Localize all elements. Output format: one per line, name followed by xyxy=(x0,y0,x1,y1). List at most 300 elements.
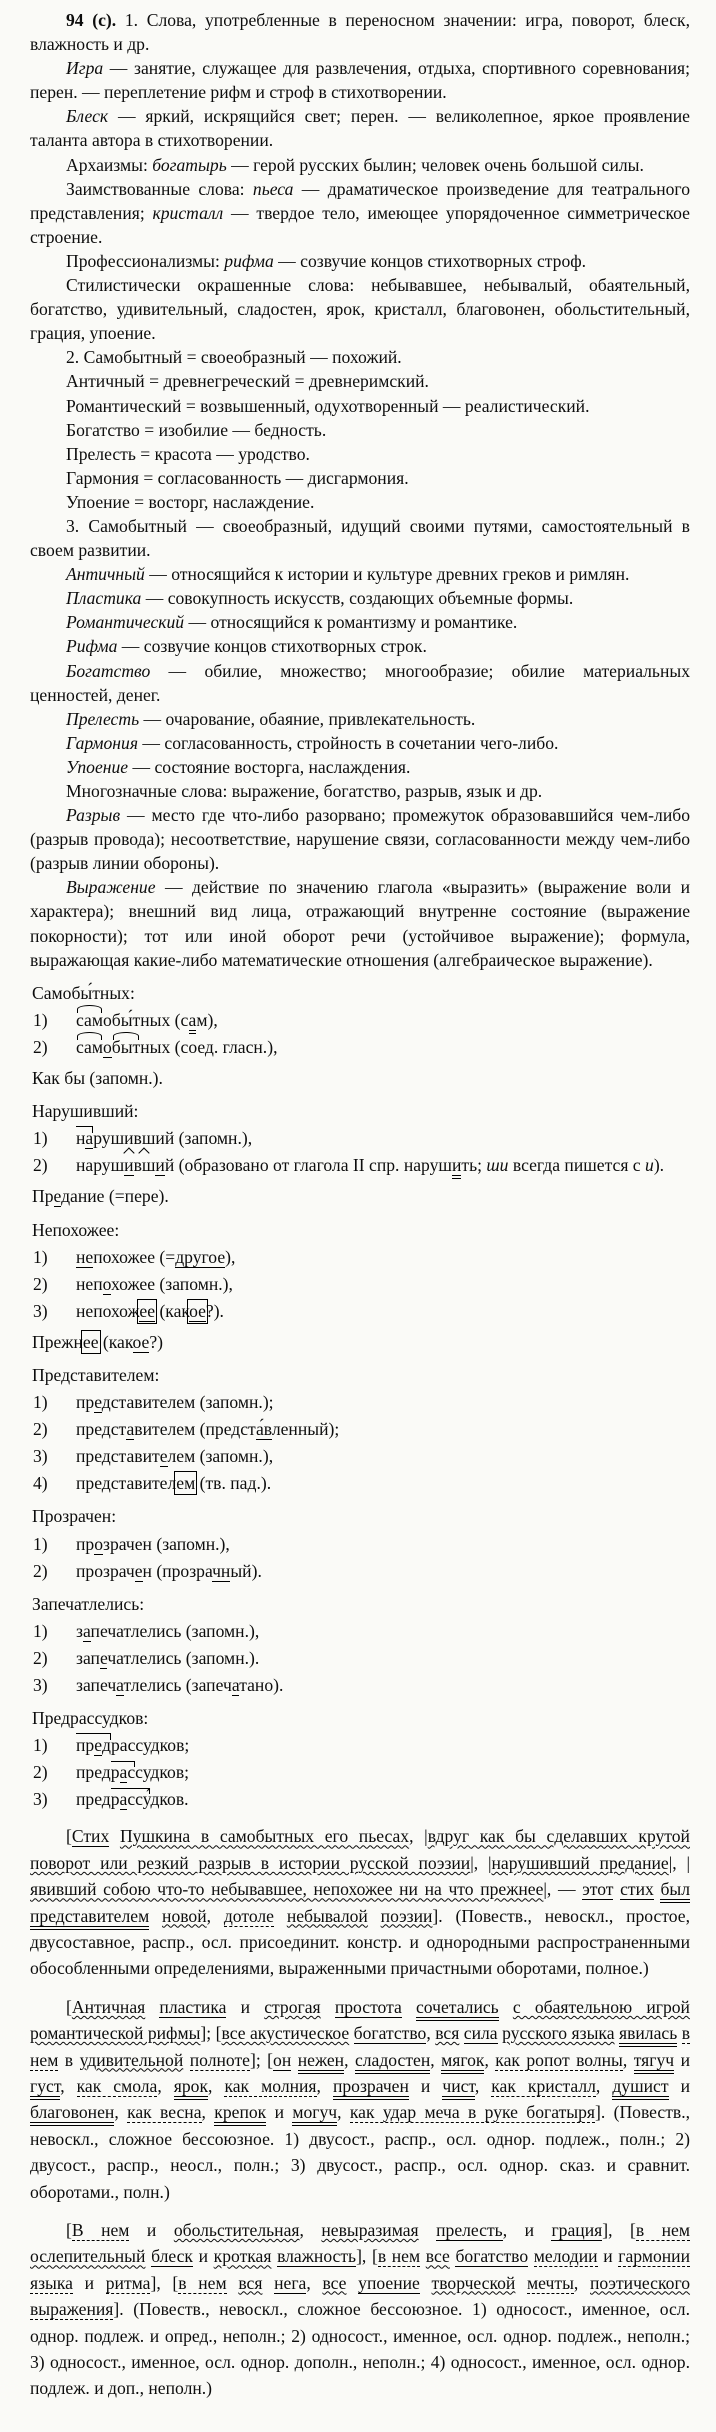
paragraph xyxy=(30,177,690,249)
text-run: — яркий, искрящийся свет; перен. — великолепное, яркое проявление таланта автора в стихотворении. xyxy=(30,106,690,151)
text-run: Архаизмы: xyxy=(66,154,153,175)
text-run xyxy=(145,1997,159,2017)
text-run: — совокупность искусств, создающих объемные формы. xyxy=(141,588,574,609)
text-run: е xyxy=(94,1392,102,1413)
text-run: Романтический xyxy=(66,612,185,633)
text-run xyxy=(419,2220,436,2240)
text-run: Запечатлелись: xyxy=(32,1593,145,1614)
text-run: ], [ xyxy=(150,2272,179,2293)
text-run: , xyxy=(426,2023,436,2044)
text-run: и xyxy=(668,2075,690,2096)
paragraph xyxy=(30,369,690,393)
list-number: 3) xyxy=(33,1300,48,1321)
text-run: невыразимая xyxy=(321,2219,419,2240)
text-run: , | xyxy=(409,1826,428,1847)
text-run xyxy=(528,2246,534,2266)
paragraph xyxy=(30,104,690,152)
text-run: наруш xyxy=(76,1155,125,1176)
text-run: поэтического xyxy=(590,2272,691,2293)
paragraph xyxy=(30,418,690,442)
text-run: языка xyxy=(30,2272,73,2293)
text-run: Представителем: xyxy=(32,1364,160,1385)
list-number: 2) xyxy=(33,1419,48,1440)
text-run: представит xyxy=(76,1446,160,1467)
text-run: все xyxy=(425,2246,450,2267)
text-run: рифма xyxy=(224,250,274,271)
text-run: В нем xyxy=(71,2219,130,2240)
word-analysis-item xyxy=(30,1559,690,1583)
text-run: вся xyxy=(238,2272,263,2293)
text-run: [ xyxy=(66,2219,72,2240)
text-run: ], [ xyxy=(356,2246,378,2267)
text-run: и xyxy=(129,2219,174,2240)
paragraph xyxy=(30,273,690,345)
paragraph xyxy=(30,634,690,658)
text-run: и xyxy=(452,1155,461,1179)
list-number: 2) xyxy=(33,1647,48,1668)
paragraph xyxy=(30,731,690,755)
text-run: а xyxy=(119,1762,128,1783)
text-run: 2. Самобытный = своеобразный — похожий. xyxy=(66,347,402,368)
text-run: как весна xyxy=(127,2102,202,2123)
text-run: простота xyxy=(334,1996,402,2017)
text-run: был представителем xyxy=(30,1879,690,1929)
text-run: в нем xyxy=(178,2272,227,2293)
text-run: Непохожее: xyxy=(32,1219,120,1240)
text-run: Пластика xyxy=(66,588,142,609)
word-analysis-item xyxy=(30,1532,690,1556)
text-run: 3. Самобытный — своеобразный, идущий своими путями, самостоятельный в своем развитии. xyxy=(30,515,690,561)
list-number: 3) xyxy=(33,1789,48,1810)
text-run: , xyxy=(474,2075,492,2096)
text-run: Самобы́тных: xyxy=(32,982,135,1003)
text-run: не xyxy=(76,1246,94,1267)
text-run: Стилистически окрашенные слова: небывавшее, небывалый, обаятельный, богатство, удивительный, сладостен, ярок, кристалл, благовонен, обольстительный, грация, упоение. xyxy=(30,275,690,344)
document-body xyxy=(30,8,690,2402)
text-run: Античный = древнегреческий = древнеримский. xyxy=(66,371,429,392)
paragraph xyxy=(30,394,690,418)
text-run: в нем xyxy=(377,2246,421,2267)
word-analysis-item xyxy=(30,1417,690,1441)
paragraph xyxy=(30,610,690,634)
text-run: и xyxy=(72,2272,106,2293)
text-run: чн xyxy=(212,1560,231,1581)
text-run: как кристалл xyxy=(491,2075,596,2096)
paragraph xyxy=(30,442,690,466)
word-analysis-header xyxy=(32,1363,690,1387)
text-run: крепок xyxy=(214,2102,266,2126)
text-run: Рифма xyxy=(66,636,118,657)
text-run: и xyxy=(597,2246,619,2267)
text-run: явилась xyxy=(619,2023,677,2047)
text-run: — созвучие концов стихотворных строк. xyxy=(117,636,427,657)
text-run: ссу́ xyxy=(127,1789,151,1810)
list-number: 4) xyxy=(33,1473,48,1494)
text-run: ем xyxy=(176,1473,196,1494)
text-run: Богатство xyxy=(66,660,151,681)
text-run: лем (запомн.), xyxy=(167,1446,274,1467)
text-run: дотоле xyxy=(223,1905,274,1926)
text-run: Многозначные слова: выражение, богатство, разрыв, язык и др. xyxy=(66,781,543,801)
text-run: ?). xyxy=(205,1300,224,1321)
text-run: и xyxy=(408,2075,443,2096)
text-run: Нарушивший: xyxy=(32,1101,139,1122)
text-run: ]; [ xyxy=(249,2049,274,2070)
text-run: — обилие, множество; многообразие; обилие материальных ценностей, денег. xyxy=(30,660,690,705)
text-run: похожее (= xyxy=(93,1246,176,1267)
text-run: полноте xyxy=(189,2049,250,2070)
word-analysis-item xyxy=(30,1733,690,1757)
text-run: явивший собою что-то небывавшее, непохожее ни на что прежнее xyxy=(30,1879,544,1900)
text-run: ных (соед. гласн.), xyxy=(140,1036,278,1057)
text-run: Как бы (запомн.). xyxy=(32,1068,163,1089)
text-run: чист xyxy=(442,2076,474,2100)
text-run: ?) xyxy=(149,1331,164,1352)
text-run: а xyxy=(126,1419,135,1440)
text-run: и xyxy=(155,1155,165,1176)
text-run: ]. (Повеств., невоскл., сложное бессоюзное. 1) односост., именное, осл. однор. подлеж. и опред., неполн.; 2) односост., именное, осл. однор. подлеж., неполн.; 3) односост., именное, осл. однор. дополн., неполн.; 4) односост., именное, осл. однор. подлеж. и доп., неполн.) xyxy=(30,2299,690,2399)
list-number: 2) xyxy=(33,1273,48,1294)
text-run: е xyxy=(94,1735,103,1756)
text-run: , xyxy=(206,1905,224,1926)
text-run: тягуч xyxy=(634,2050,674,2074)
text-run: (тв. пад.). xyxy=(195,1473,272,1494)
text-run: м), xyxy=(196,1009,218,1030)
text-run: н (прозра xyxy=(142,1560,213,1581)
text-run: хожее (запомн.), xyxy=(111,1273,233,1294)
text-run: в xyxy=(58,2049,80,2070)
text-run: — созвучие концов стихотворных строф. xyxy=(273,250,587,271)
list-number: 2) xyxy=(33,1560,48,1581)
text-run: , xyxy=(430,2049,442,2070)
list-number: 2) xyxy=(33,1036,48,1057)
text-run: душист xyxy=(612,2076,668,2100)
text-run: как удар меча в руке богатыря xyxy=(349,2102,595,2123)
paragraph xyxy=(30,562,690,586)
text-run: ]. (Повеств., невоскл., сложное бессоюзное. 1) двусост., распр., осл. однор. подлеж., полн.; 2) двусост., распр., неосл., полн.; 3) двусост., распр., осл. однор. сказ. и сравнит. оборотами., полн.) xyxy=(30,2102,691,2202)
paragraph xyxy=(30,586,690,610)
text-run: строгая xyxy=(264,1996,321,2017)
text-run xyxy=(515,2273,527,2293)
text-run: Игра xyxy=(66,58,104,79)
text-run: ое xyxy=(132,1331,150,1352)
text-run: запеч xyxy=(76,1675,117,1695)
text-run: Богатство = изобилие — бедность. xyxy=(66,419,327,440)
text-run xyxy=(368,1906,381,1926)
text-run: з xyxy=(76,1620,83,1641)
text-run: е xyxy=(53,1186,62,1207)
word-analysis-item xyxy=(30,1390,690,1414)
text-run: — относящийся к истории и культуре древних греков и римлян. xyxy=(144,564,630,585)
text-run xyxy=(499,1997,513,2017)
text-run: е xyxy=(159,1446,168,1467)
text-run: а xyxy=(116,1675,124,1695)
text-run: а́в xyxy=(255,1419,272,1440)
text-run: ]. (Повеств., невоскл., простое, двусоставное, распр., осл. присоединит. констр. и однородными распространенными обособленными определениями, выраженными причастными оборотами, полное.) xyxy=(30,1905,691,1979)
text-run: пьеса xyxy=(252,178,294,199)
text-run: ее xyxy=(139,1300,156,1321)
text-run: пред xyxy=(76,1789,111,1810)
text-run: — действие по значению глагола «выразить» (выражение воли и характера); внешний вид лица, отражающий внутренне состояние (выражение покорности); тот или иной оборот речи (устойчивое выражение); формула, выражающая какие-либо математические отношения (алгебраическое выражение). xyxy=(30,877,690,970)
word-analysis-line xyxy=(32,1184,690,1208)
text-run: блеск xyxy=(151,2246,193,2267)
word-analysis-item xyxy=(30,1619,690,1643)
text-run: Прелесть xyxy=(66,708,140,729)
text-run: — герой русских былин; человек очень большой силы. xyxy=(226,154,644,175)
text-run: творческой xyxy=(431,2272,516,2293)
paragraph xyxy=(30,779,690,803)
text-run: вш xyxy=(133,1155,156,1176)
paragraph xyxy=(30,345,690,369)
word-analysis-line xyxy=(32,1330,690,1354)
text-run: как смола xyxy=(76,2075,158,2096)
text-run: о xyxy=(102,1273,111,1294)
text-run: могуч xyxy=(292,2102,337,2126)
text-run: , xyxy=(299,2219,322,2240)
text-run: рассудков; xyxy=(110,1735,190,1756)
text-run: (как xyxy=(155,1300,190,1321)
text-run: Упоение = восторг, наслаждение. xyxy=(66,491,315,512)
text-run xyxy=(346,2273,358,2293)
text-run: сочетались xyxy=(416,1997,499,2021)
text-run: с xyxy=(127,1762,136,1783)
text-run: густ xyxy=(30,2076,60,2100)
text-run: , xyxy=(316,2075,333,2096)
list-number: 1) xyxy=(33,1246,48,1267)
text-run: ее xyxy=(82,1331,99,1352)
word-analysis-header xyxy=(32,1099,690,1123)
text-run: Профессионализмы: xyxy=(66,250,225,271)
text-run: печатлелись (запомн.), xyxy=(90,1620,260,1641)
text-run: зрачен (запомн.), xyxy=(103,1533,230,1554)
text-run: быт xyxy=(111,1036,141,1057)
text-run: выражения xyxy=(30,2299,114,2320)
text-run: д xyxy=(102,1735,111,1756)
text-run: упоение xyxy=(358,2272,420,2293)
text-run: Прежн xyxy=(32,1331,83,1352)
text-run: предст xyxy=(76,1419,127,1440)
text-run: , xyxy=(201,2102,215,2123)
text-run: представител xyxy=(76,1473,177,1494)
word-analysis-item xyxy=(30,1008,690,1032)
text-run: ослепительный xyxy=(30,2246,146,2267)
text-run xyxy=(349,2023,353,2043)
text-run: сила xyxy=(463,2023,498,2044)
text-run: Античная xyxy=(71,1996,146,2017)
text-run: ть; xyxy=(461,1155,487,1176)
text-run: Гармония = согласованность — дисгармония. xyxy=(66,467,409,488)
text-run: зап xyxy=(76,1647,100,1668)
text-run: Прелесть = красота — уродство. xyxy=(66,443,310,464)
text-run: обольстительная xyxy=(173,2219,300,2240)
text-run xyxy=(109,1826,120,1846)
word-analysis-item xyxy=(30,1471,690,1495)
text-run: о xyxy=(102,1036,112,1057)
text-run xyxy=(262,2273,274,2293)
text-run: , xyxy=(622,2049,634,2070)
text-run: е xyxy=(99,1647,108,1668)
word-analysis-item xyxy=(30,1153,690,1177)
text-run: сам xyxy=(76,1009,103,1030)
list-number: 1) xyxy=(33,1009,48,1030)
text-run: ), xyxy=(225,1246,236,1267)
text-run: й (образовано от глагола II спр. наруш xyxy=(164,1155,452,1176)
text-run: е xyxy=(134,1560,143,1581)
text-run: в нем xyxy=(635,2219,690,2240)
text-run: Упоение xyxy=(66,756,129,777)
text-run: неп xyxy=(76,1273,103,1294)
word-analysis-header xyxy=(32,1504,690,1528)
text-run: как ропот волны xyxy=(495,2049,623,2070)
text-run: — состояние восторга, наслаждения. xyxy=(128,756,411,777)
text-run: Романтический = возвышенный, одухотворенный — реалистический. xyxy=(66,395,590,416)
text-run: ое xyxy=(189,1300,206,1321)
text-run: сладостен xyxy=(355,2050,430,2074)
word-analysis-item xyxy=(30,1299,690,1323)
text-run xyxy=(321,1997,335,2017)
text-run: прозрачен xyxy=(333,2076,409,2100)
text-run: Блеск xyxy=(66,106,109,127)
text-run: удивительной xyxy=(79,2049,184,2070)
text-run: — место где что-либо разорвано; промежуток образовавшийся чем-либо (разрыв провода); несоответствие, нарушение связи, согласованности между чем-либо (разрыв линии обороны). xyxy=(30,805,690,874)
text-run: вителем (предст xyxy=(134,1419,256,1440)
word-analysis-item xyxy=(30,1673,690,1697)
text-run: — очарование, обаяние, привлекательность. xyxy=(139,708,476,729)
paragraph xyxy=(30,56,690,104)
text-run: |, — xyxy=(543,1879,583,1900)
text-run: нарушивший предание xyxy=(491,1852,669,1873)
text-run xyxy=(183,2050,189,2070)
text-run: этот xyxy=(582,1879,614,1900)
list-number: 1) xyxy=(33,1533,48,1554)
text-run: сам xyxy=(76,1036,103,1057)
list-number: 1) xyxy=(33,1128,48,1149)
text-run: [ xyxy=(66,1996,72,2017)
text-run: вся xyxy=(435,2023,460,2044)
text-run: и xyxy=(674,2049,690,2070)
text-run: дков. xyxy=(150,1789,189,1810)
word-analysis-item xyxy=(30,1646,690,1670)
text-run: о xyxy=(94,1533,104,1554)
text-run: как молния xyxy=(224,2075,317,2096)
paragraph xyxy=(30,755,690,779)
word-analysis-item xyxy=(30,1272,690,1296)
text-run: [ xyxy=(66,1826,72,1847)
text-run: пр xyxy=(76,1392,95,1413)
text-run: дание (=пере). xyxy=(61,1186,169,1207)
text-run: а xyxy=(231,1675,240,1695)
word-analysis-item xyxy=(30,1444,690,1468)
text-run: пластика xyxy=(159,1996,227,2017)
text-run: другое xyxy=(175,1246,226,1267)
text-run: — занятие, служащее для развлечения, отдыха, спортивного соревнования; перен. — переплетение рифм и строф в стихотворении. xyxy=(30,58,690,103)
text-run: ). xyxy=(653,1155,665,1176)
text-run: а xyxy=(85,1128,94,1149)
list-number: 1) xyxy=(33,1620,48,1641)
sentence-analysis-paragraph xyxy=(30,1994,690,2205)
text-run: , и xyxy=(502,2219,552,2240)
text-run: Прозрачен: xyxy=(32,1506,117,1527)
text-run: н xyxy=(76,1128,86,1149)
text-run: ритма xyxy=(105,2272,151,2293)
text-run: ленный); xyxy=(271,1419,340,1440)
word-analysis-item xyxy=(30,1760,690,1784)
text-run: |, | xyxy=(470,1852,492,1873)
text-run: ярок xyxy=(174,2076,208,2100)
text-run: , xyxy=(595,2075,613,2096)
paragraph xyxy=(30,514,690,562)
text-run: а xyxy=(82,1620,91,1641)
text-run: , xyxy=(344,2049,355,2070)
text-run: Выражение xyxy=(66,877,156,898)
text-run: он xyxy=(273,2049,292,2070)
text-run: пред xyxy=(76,1762,111,1783)
text-run: и xyxy=(192,2246,214,2267)
text-run: непохож xyxy=(76,1300,140,1321)
text-run: а xyxy=(119,1789,128,1810)
text-run: мягок xyxy=(441,2050,484,2074)
text-run: мечты xyxy=(527,2272,574,2293)
paragraph xyxy=(30,8,690,56)
text-run: , xyxy=(114,2102,128,2123)
list-number: 3) xyxy=(33,1446,48,1467)
text-run: богатырь xyxy=(152,154,227,175)
text-run: обы́тных (с xyxy=(102,1009,189,1030)
paragraph xyxy=(30,490,690,514)
text-run: и xyxy=(266,2102,293,2123)
text-run: нежен xyxy=(298,2050,344,2074)
text-run: Пушкина в самобытных его пьесах xyxy=(119,1826,410,1847)
text-run: , xyxy=(208,2075,225,2096)
text-run: тлелись (запеч xyxy=(123,1675,232,1695)
text-run: вдруг как бы сделавших крутой поворот или резкий разрыв в истории русской поэзии xyxy=(30,1826,690,1873)
text-run: небывалой xyxy=(286,1905,368,1926)
text-run: Заимствованные слова: xyxy=(66,178,253,199)
list-number: 2) xyxy=(33,1762,48,1783)
text-run: судков; xyxy=(135,1762,190,1783)
text-run: Гармония xyxy=(66,732,139,753)
paragraph xyxy=(30,153,690,177)
text-run xyxy=(420,2273,432,2293)
text-run: кроткая xyxy=(213,2246,272,2267)
text-run: стих xyxy=(620,1879,654,1900)
text-run: Разрыв xyxy=(66,805,121,826)
text-run: — согласованность, стройность в сочетании чего-либо. xyxy=(138,732,559,753)
paragraph xyxy=(30,659,690,707)
text-run xyxy=(291,2050,297,2070)
paragraph xyxy=(30,707,690,731)
text-run xyxy=(227,2273,239,2293)
paragraph xyxy=(30,875,690,971)
text-run: русского языка xyxy=(502,2023,615,2044)
text-run: ый). xyxy=(230,1560,262,1581)
text-run: чатлелись (запомн.). xyxy=(107,1647,260,1668)
text-run: и xyxy=(124,1155,134,1176)
text-run: рушивший (запомн.), xyxy=(93,1128,253,1149)
text-run: ]; [ xyxy=(200,2023,222,2044)
word-analysis-header xyxy=(32,1592,690,1616)
text-run: |, | xyxy=(668,1852,691,1873)
paragraph xyxy=(30,466,690,490)
text-run: р xyxy=(110,1789,120,1810)
word-analysis-header xyxy=(32,981,690,1005)
text-run: — относящийся к романтизму и романтике. xyxy=(184,612,518,633)
text-run: все акустическое xyxy=(221,2023,350,2044)
text-run: , xyxy=(337,2102,350,2123)
text-run xyxy=(274,1906,287,1926)
paragraph xyxy=(30,249,690,273)
text-run: прозрач xyxy=(76,1560,135,1581)
